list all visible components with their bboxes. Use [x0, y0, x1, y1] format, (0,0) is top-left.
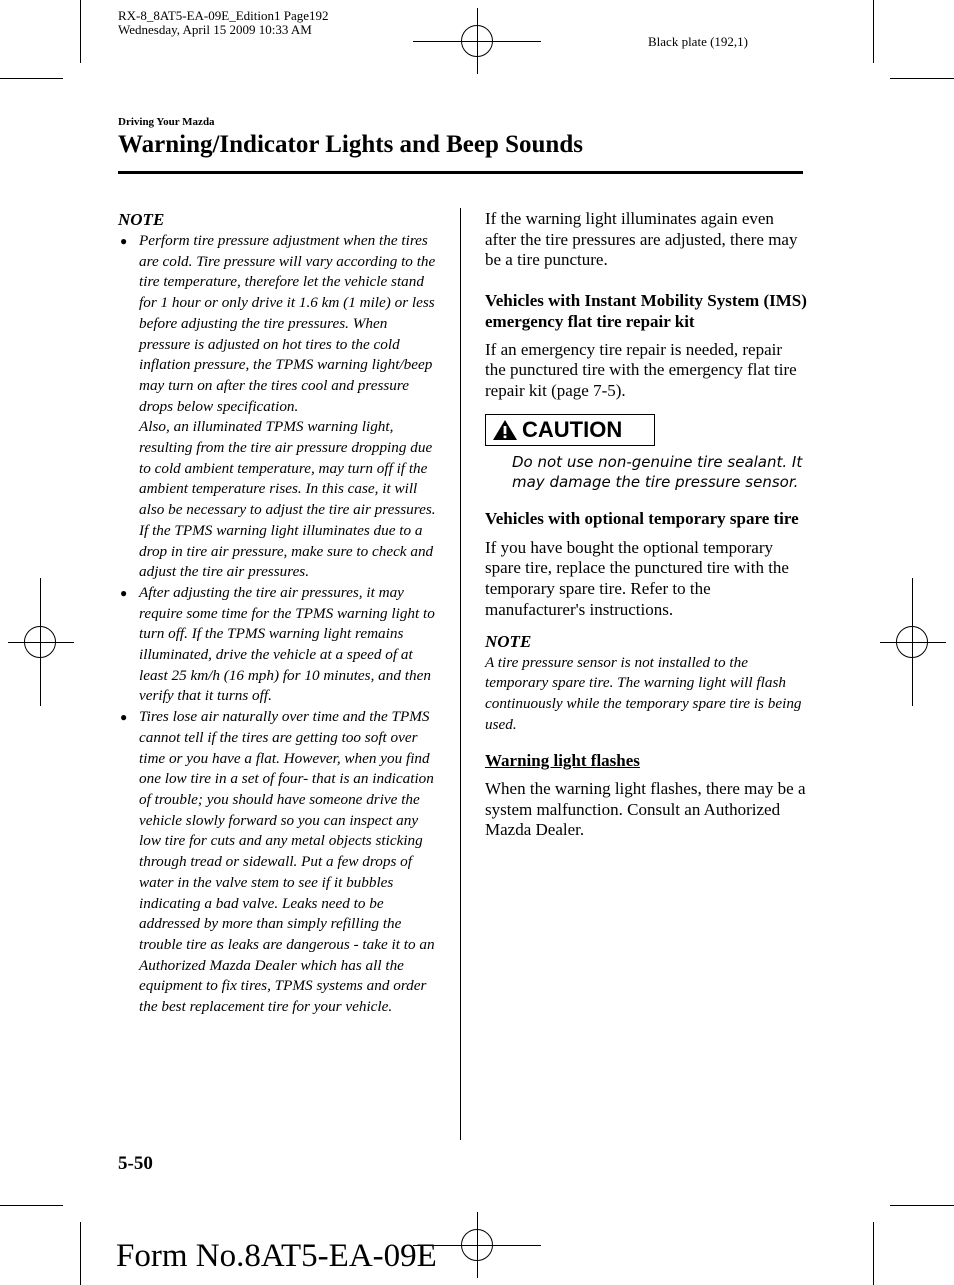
title-rule: [118, 171, 803, 174]
note-paragraph: Tires lose air naturally over time and the TPMS cannot tell if the tires are getting too soft over time or you have a flat. However, when you find one low tire in a set of four- that is an indication of trouble; you should have someone drive the vehicle slowly forward so you can inspect any low tire for cuts and any metal objects sticking through tread or sidewall. Put a few drops of water in the valve stem to see if it bubbles indicating a bad valve. Leaks need to be addressed by more than simply refilling the trouble tire as leaks are dangerous - take it to an Authorized Mazda Dealer which has all the equipment to fix tires, TPMS systems and order the best replacement tire for your vehicle.: [139, 708, 435, 1016]
note-paragraph: Perform tire pressure adjustment when the tires are cold. Tire pressure will vary according to the tire temperature, therefore let the vehicle stand for 1 hour or only drive it 1.6 km (1 mile) or less before adjusting the tire pressures. When pressure is adjusted on hot tires to the cold inflation pressure, the TPMS warning light/beep may turn on after the tires cool and pressure drops below specification.: [139, 232, 436, 415]
note-paragraph: Also, an illuminated TPMS warning light, resulting from the tire air pressure dropping due to cold ambient temperature, may turn off if the ambient temperature rises. In this case, it will also be necessary to adjust the tire air pressures. If the TPMS warning light illuminates due to a drop in tire air pressure, make sure to check and adjust the tire air pressures.: [139, 418, 436, 581]
caution-text: Do not use non-genuine tire sealant. It may damage the tire pressure sensor.: [512, 452, 803, 492]
print-meta-plate: Black plate (192,1): [648, 34, 748, 49]
right-column: [485, 209, 807, 841]
list-item: [118, 583, 440, 707]
note-heading: NOTE: [118, 210, 165, 229]
flash-paragraph: When the warning light flashes, there may be a system malfunction. Consult an Authorized Mazda Dealer.: [485, 779, 806, 840]
form-number: Form No.8AT5-EA-09E: [116, 1238, 437, 1274]
print-meta-date: Wednesday, April 15 2009 10:33 AM: [118, 22, 312, 37]
registration-circle: [896, 626, 928, 658]
registration-circle: [461, 1229, 493, 1261]
bullet-icon: ●: [120, 710, 128, 725]
note-heading: NOTE: [485, 631, 532, 651]
ims-heading: Vehicles with Instant Mobility System (IMS) emergency flat tire repair kit: [485, 291, 807, 331]
bullet-icon: ●: [120, 585, 128, 600]
note-paragraph: After adjusting the tire air pressures, it may require some time for the TPMS warning light to turn off. If the TPMS warning light remains illuminated, drive the vehicle at a speed of at least 25 km/h (16 mph) for 10 minutes, and then verify that it turns off.: [139, 583, 435, 705]
page-number: 5-50: [118, 1153, 153, 1174]
flash-heading: Warning light flashes: [485, 751, 640, 771]
caution-label: CAUTION: [522, 416, 623, 442]
crop-mark: [890, 78, 954, 79]
list-item: [118, 707, 440, 1018]
crop-mark: [0, 1205, 63, 1206]
crop-mark: [873, 1222, 874, 1285]
crop-mark: [80, 0, 81, 63]
crop-mark: [0, 78, 63, 79]
bullet-icon: ●: [120, 234, 128, 248]
column-divider: [460, 208, 461, 1140]
left-column: [118, 209, 440, 1018]
spare-paragraph: If you have bought the optional temporary spare tire, replace the punctured tire with the temporary spare tire. Refer to the manufacturer's instructions.: [485, 537, 789, 619]
page-title: Warning/Indicator Lights and Beep Sounds: [118, 131, 583, 158]
crop-mark: [873, 0, 874, 63]
list-item: [118, 231, 440, 583]
print-meta-file: RX-8_8AT5-EA-09E_Edition1 Page192: [118, 8, 329, 23]
caution-box: [485, 414, 655, 446]
warning-triangle-icon: [492, 419, 518, 441]
ims-paragraph: If an emergency tire repair is needed, repair the punctured tire with the emergency flat tire repair kit (page 7-5).: [485, 339, 797, 400]
crop-mark: [890, 1205, 954, 1206]
registration-circle: [461, 25, 493, 57]
section-label: Driving Your Mazda: [118, 116, 215, 128]
registration-circle: [24, 626, 56, 658]
intro-paragraph: If the warning light illuminates again even after the tire pressures are adjusted, there may be a tire puncture.: [485, 209, 798, 270]
note-list: [118, 231, 440, 1018]
spare-heading: Vehicles with optional temporary spare tire: [485, 509, 799, 529]
crop-mark: [80, 1222, 81, 1285]
note-paragraph: A tire pressure sensor is not installed to the temporary spare tire. The warning light will flash continuously while the temporary spare tire is being used.: [485, 653, 802, 733]
